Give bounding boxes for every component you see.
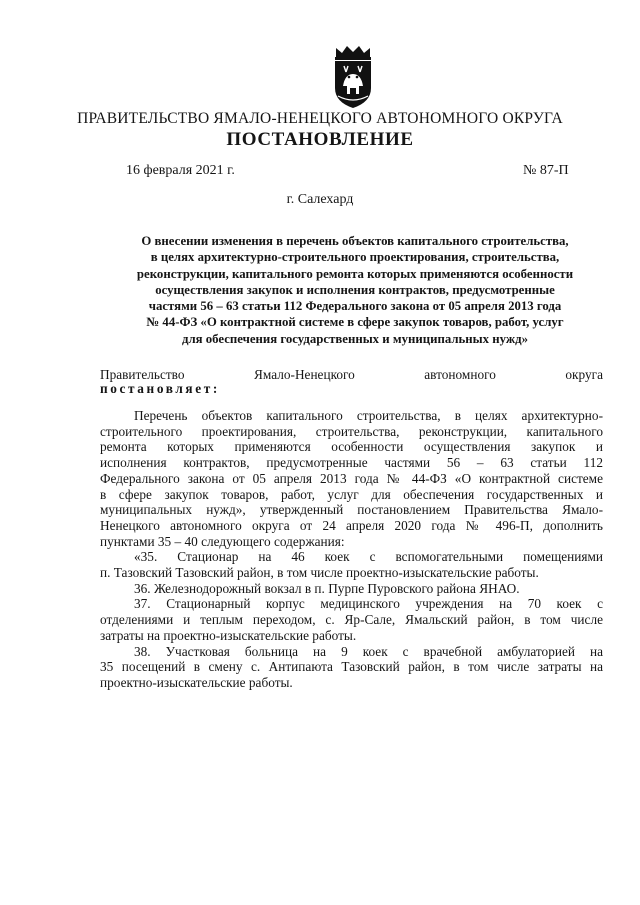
title-line: для обеспечения государственных и муниципальных нужд» <box>181 331 529 346</box>
body-line: Ненецкого автономного округа от 24 апреля 2020 года № 496-П, дополнить <box>100 517 603 533</box>
list-item-35: «35. Стационар на 46 коек с вспомогательными помещениями <box>134 549 603 565</box>
government-name: ПРАВИТЕЛЬСТВО ЯМАЛО-НЕНЕЦКОГО АВТОНОМНОГО ОКРУГА <box>77 110 563 127</box>
title-line: № 44-ФЗ «О контрактной системе в сфере закупок товаров, работ, услуг <box>146 315 564 330</box>
body-line: строительного проектирования, строительства, реконструкции, капитального <box>100 423 603 439</box>
document-number: № 87-П <box>523 163 569 178</box>
emblem-icon <box>326 44 380 110</box>
list-item-37: 37. Стационарный корпус медицинского учреждения на 70 коек с <box>134 596 603 612</box>
body-line: ремонта которых применяются особенности осуществления закупок и <box>100 439 603 455</box>
decree-verb: постановляет: <box>100 381 220 396</box>
body-line: Перечень объектов капитального строительства, в целях архитектурно- <box>134 408 603 423</box>
coat-of-arms-emblem <box>326 44 380 110</box>
title-line: в целях архитектурно-строительного проектирования, строительства, <box>150 250 560 265</box>
list-item-36: 36. Железнодорожный вокзал в п. Пурпе Пуровского района ЯНАО. <box>134 580 520 596</box>
body-line: 35 посещений в смену с. Антипаюта Тазовский район, в том числе затраты на <box>100 659 603 675</box>
title-line: реконструкции, капитального ремонта которых применяются особенности <box>136 266 574 281</box>
decree-word: Ямало-Ненецкого <box>254 367 355 382</box>
body-line: муниципальных нужд», утвержденный постановлением Правительства Ямало- <box>100 502 603 518</box>
body-line: в сфере закупок товаров, работ, услуг для обеспечения государственных и <box>100 486 603 502</box>
body-line: отделениями и теплым переходом, с. Яр-Сале, Ямальский район, в том числе <box>100 612 603 628</box>
title-line: О внесении изменения в перечень объектов капитального строительства, <box>141 234 569 248</box>
body-line: п. Тазовский Тазовский район, в том числе проектно-изыскательские работы. <box>100 565 539 581</box>
title-line: частями 56 – 63 статьи 112 Федерального закона от 05 апреля 2013 года <box>148 299 562 314</box>
body-line: проектно-изыскательские работы. <box>100 674 293 690</box>
body-line: затраты на проектно-изыскательские работы. <box>100 627 357 643</box>
body-line: Федерального закона от 05 апреля 2013 года № 44-ФЗ «О контрактной системе <box>100 470 603 486</box>
document-date: 16 февраля 2021 г. <box>126 163 235 178</box>
document-place: г. Салехард <box>286 192 354 207</box>
decree-word: округа <box>565 367 603 382</box>
list-item-38: 38. Участковая больница на 9 коек с врачебной амбулаторией на <box>134 643 603 659</box>
document-body <box>100 408 603 691</box>
decree-word: Правительство <box>100 367 185 382</box>
document-title <box>100 233 610 347</box>
body-line: исполнения контрактов, предусмотренные частями 56 – 63 статьи 112 <box>100 455 603 471</box>
body-line: пунктами 35 – 40 следующего содержания: <box>100 533 345 549</box>
title-line: осуществления закупок и исполнения контрактов, предусмотренные <box>155 282 555 297</box>
document-type: ПОСТАНОВЛЕНИЕ <box>226 129 414 150</box>
decree-word: автономного <box>424 367 496 382</box>
